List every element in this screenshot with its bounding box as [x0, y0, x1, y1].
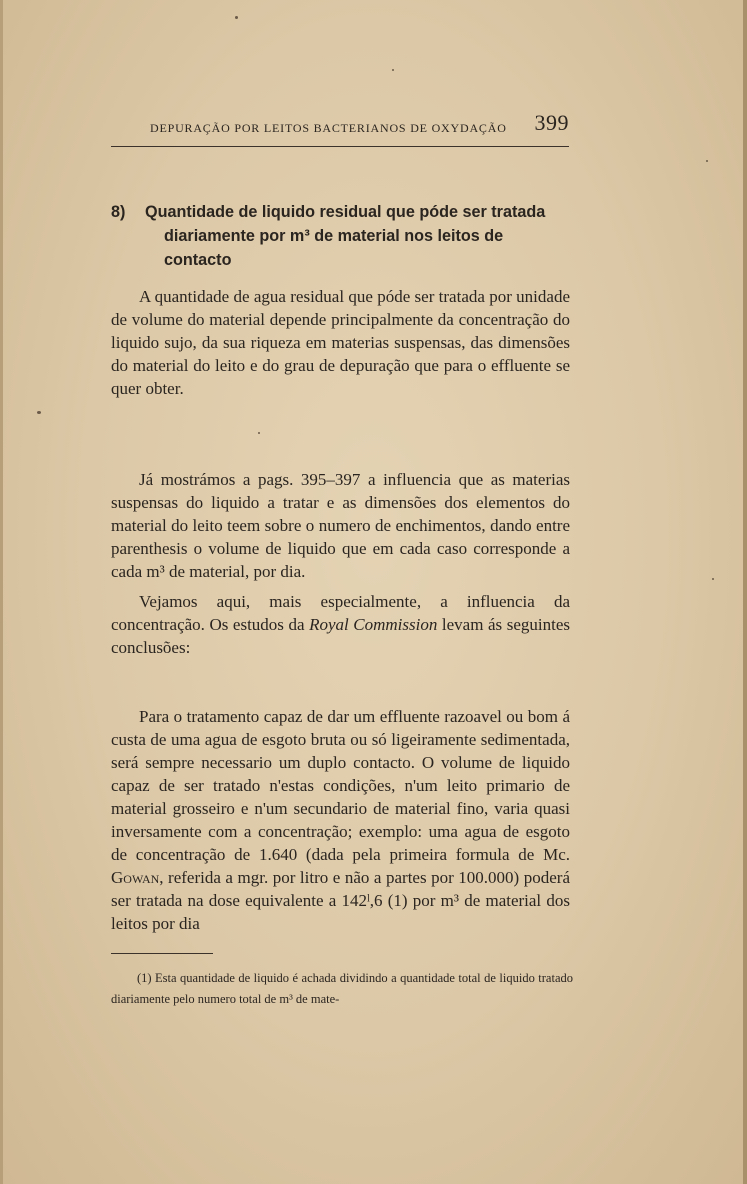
footnote-rule: [111, 953, 213, 954]
page-number: 399: [534, 110, 569, 135]
footnote-text: (1) Esta quantidade de liquido é achada dividindo a quantidade total de liquido tratado diariamente pelo numero total de m³ de mate-: [111, 971, 573, 1006]
paragraph-4: [111, 705, 570, 935]
paragraph-3-text-end: levam ás seguintes conclusões:: [111, 615, 570, 657]
footnote: [111, 968, 573, 1010]
paper-speck: [258, 432, 260, 434]
paragraph-3-text: Vejamos aqui, mais especialmente, a influencia da concentração. Os estudos da: [111, 592, 570, 634]
section-heading-line1: [111, 200, 571, 224]
section-heading: [111, 200, 571, 272]
paragraph-2: [111, 468, 570, 583]
paragraph-2-text: Já mostrámos a pags. 395–397 a influencia que as materias suspensas do liquido a tratar e as dimensões dos elementos do material do leito teem sobre o numero de enchimentos, dando entre parenthesis o volume de liquido que em cada caso corresponde a cada m³ de material, por dia.: [111, 470, 570, 581]
paragraph-1: [111, 285, 570, 400]
paragraph-4-text: Para o tratamento capaz de dar um effluente razoavel ou bom á custa de uma agua de esgoto bruta ou só ligeiramente sedimentada, será sempre necessario um duplo contacto. O volume de liquido capaz de ser tratado n'estas condições, n'um leito primario de material grosseiro e n'um secundario de material fino, varia quasi inversamente com a concentração; exemplo: uma agua de esgoto de concentração de 1.640 (dada pela primeira formula de Mc.: [111, 707, 570, 864]
section-title-line1: Quantidade de liquido residual que póde ser tratada: [145, 203, 546, 221]
paper-speck: [235, 16, 238, 19]
paper-speck: [37, 411, 41, 414]
paper-speck: [392, 69, 394, 71]
paper-speck: [712, 578, 714, 580]
section-title-line2: diariamente por m³ de material nos leitos de contacto: [164, 227, 504, 269]
paragraph-3: [111, 590, 570, 659]
paper-speck: [706, 160, 708, 162]
page-header: [111, 110, 569, 147]
paragraph-4-text-end: , referida a mgr. por litro e não a partes por 100.000) poderá ser tratada na dose equivalente a 142ˡ,6 (1) por m³ de material dos leitos por dia: [111, 868, 570, 933]
section-number: 8): [111, 203, 126, 221]
gowan-smallcaps: Gowan: [111, 868, 160, 887]
royal-commission-italic: Royal Commission: [309, 615, 438, 634]
running-head: DEPURAÇÃO POR LEITOS BACTERIANOS DE OXYDAÇÃO: [150, 121, 507, 135]
paragraph-1-text: A quantidade de agua residual que póde ser tratada por unidade de volume do material depende principalmente da concentração do liquido sujo, da sua riqueza em materias suspensas, das dimensões do material do leito e do grau de depuração que para o effluente se quer obter.: [111, 287, 570, 398]
